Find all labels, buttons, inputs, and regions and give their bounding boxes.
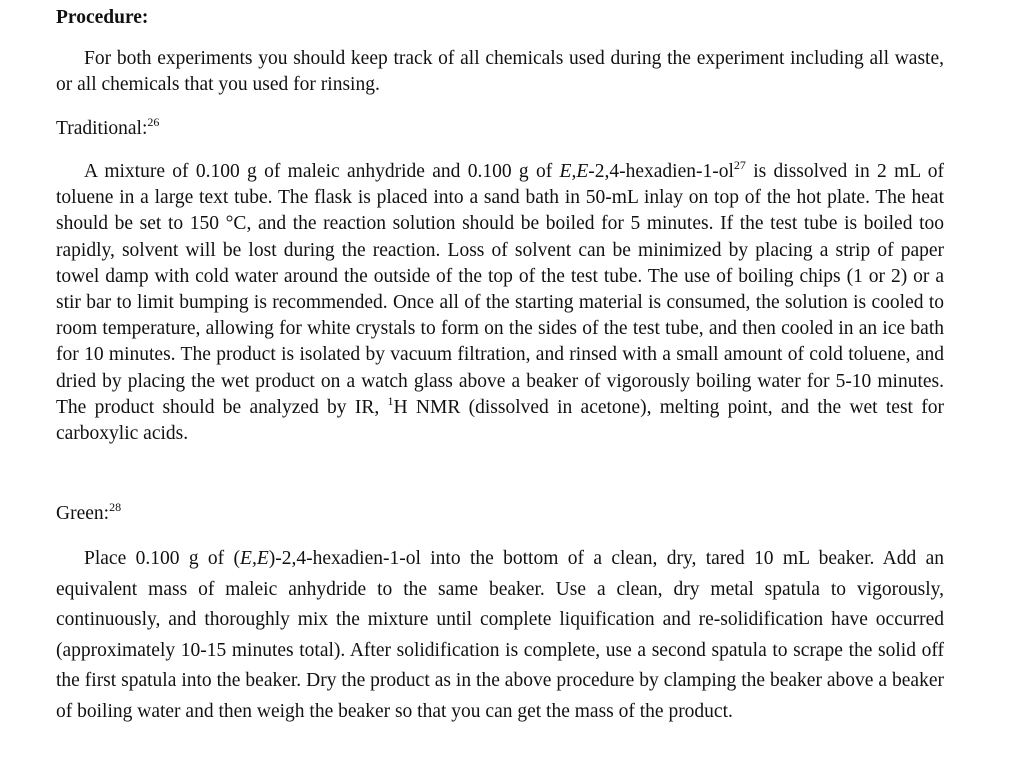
hexadienol-footnote-ref: 27	[733, 158, 746, 172]
traditional-text-4: H NMR (dissolved in acetone), melting point, and the wet test for carboxylic acids.	[56, 396, 944, 445]
green-subheading	[56, 502, 121, 526]
traditional-text-2: -2,4-hexadien-1-ol	[588, 161, 734, 182]
green-paragraph	[56, 544, 944, 727]
traditional-subheading	[56, 117, 159, 141]
green-footnote-ref: 28	[109, 500, 122, 514]
procedure-heading: Procedure:	[56, 7, 149, 28]
green-label: Green:	[56, 503, 110, 524]
traditional-footnote-ref: 26	[147, 115, 160, 129]
traditional-text-3: is dissolved in 2 mL of toluene in a large text tube. The flask is placed into a sand bath in 50-mL inlay on top of the hot plate. The heat should be set to 150 °C, and the reaction solution should be boiled for 5 minutes. If the test tube is boiled too rapidly, solvent will be lost during the reaction. Loss of solvent can be minimized by placing a strip of paper towel damp with cold water around the outside of the top of the test tube. The use of boiling chips (1 or 2) or a stir bar to limit bumping is recommended. Once all of the starting material is consumed, the solution is cooled to room temperature, allowing for white crystals to form on the sides of the test tube, and then cooled in an ice bath for 10 minutes. The product is isolated by vacuum filtration, and rinsed with a small amount of cold toluene, and dried by placing the wet product on a watch glass above a beaker of vigorously boiling water for 5-10 minutes. The product should be analyzed by IR,	[56, 161, 944, 418]
document-page	[56, 0, 944, 761]
traditional-label: Traditional:	[56, 118, 148, 139]
intro-paragraph: For both experiments you should keep track of all chemicals used during the experiment including all waste, or all chemicals that you used for rinsing.	[56, 48, 944, 95]
traditional-stereo-label: E,E	[559, 161, 589, 182]
nmr-superscript: 1	[387, 393, 394, 408]
traditional-text-1: A mixture of 0.100 g of maleic anhydride and 0.100 g of	[84, 161, 560, 182]
green-text-2: )-2,4-hexadien-1-ol into the bottom of a clean, dry, tared 10 mL beaker. Add an equivalent mass of maleic anhydride to the same beaker. Use a clean, dry metal spatula to vigorously, continuously, and thoroughly mix the mixture until complete liquification and re-solidification have occurred (approximately 10-15 minutes total). After solidification is complete, use a second spatula to scrape the solid off the first spatula into the beaker. Dry the product as in the above procedure by clamping the beaker above a beaker of boiling water and then weigh the beaker so that you can get the mass of the product.	[56, 548, 945, 722]
green-stereo-label: E,E	[240, 548, 269, 569]
green-text-1: Place 0.100 g of (	[84, 548, 241, 569]
traditional-paragraph	[56, 159, 944, 447]
